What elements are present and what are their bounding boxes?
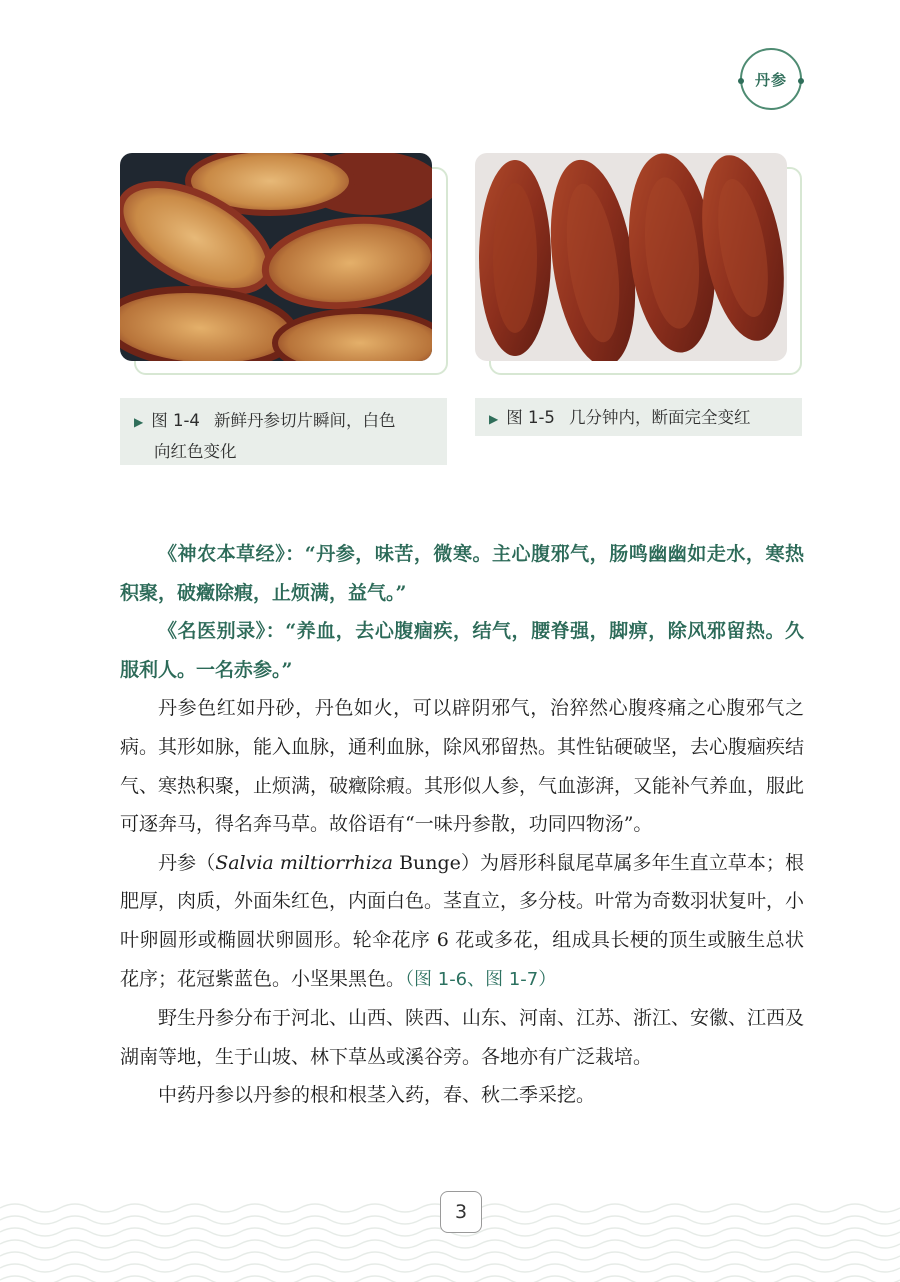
figure-label: 图 1-5 — [506, 408, 555, 427]
text-fragment: Bunge） — [392, 851, 481, 874]
body-text — [120, 535, 804, 1115]
section-badge-label: 丹参 — [754, 70, 787, 89]
text-fragment: 为唇形科鼠尾草属多年生直立草本；根肥厚，肉质，外面朱红色，内面白色。茎直立，多分枝。叶常为奇数羽状复叶，小叶卵圆形或椭圆状卵圆形。轮伞花序 6 花或多花，组成具长梗的顶生或腋生总状花序；花冠紫蓝色。小坚果黑色。 — [120, 851, 805, 990]
play-arrow-icon: ▶ — [134, 415, 144, 429]
figure-reference: （图 1-6、图 1-7） — [405, 968, 557, 990]
play-arrow-icon: ▶ — [489, 412, 499, 426]
quote-shennong: 《神农本草经》：“丹参，味苦，微寒。主心腹邪气，肠鸣幽幽如走水，寒热积聚，破癥除瘕，止烦满，益气。” — [120, 543, 804, 604]
latin-name: Salvia miltiorrhiza — [215, 851, 393, 874]
text-fragment: 丹参（ — [158, 851, 216, 874]
quote-mingyi: 《名医别录》：“养血，去心腹痼疾，结气，腰脊强，脚痹，除风邪留热。久服利人。一名赤参。” — [120, 620, 804, 681]
caption-text-line1: 新鲜丹参切片瞬间，白色 — [213, 411, 396, 430]
caption-text-line2: 向红色变化 — [154, 442, 237, 461]
page-number: 3 — [440, 1191, 482, 1233]
paragraph-distribution: 野生丹参分布于河北、山西、陕西、山东、河南、江苏、浙江、安徽、江西及湖南等地，生于山坡、林下草丛或溪谷旁。各地亦有广泛栽培。 — [120, 1007, 805, 1068]
badge-dot-left — [738, 78, 744, 84]
figure-1-5-photo — [475, 153, 787, 361]
figure-label: 图 1-4 — [151, 411, 200, 430]
paragraph-botany — [120, 844, 804, 999]
figure-1-4-photo — [120, 153, 432, 361]
caption-text-line1: 几分钟内，断面完全变红 — [568, 408, 751, 427]
badge-dot-right — [798, 78, 804, 84]
figure-1-5-caption — [475, 398, 802, 436]
figure-1-4-caption — [120, 398, 447, 465]
paragraph-color-form: 丹参色红如丹砂，丹色如火，可以辟阴邪气，治猝然心腹疼痛之心腹邪气之病。其形如脉，能入血脉，通利血脉，除风邪留热。其性钻硬破坚，去心腹痼疾结气、寒热积聚，止烦满，破癥除瘕。其形似人参，气血澎湃，又能补气养血，服此可逐奔马，得名奔马草。故俗语有“一味丹参散，功同四物汤”。 — [120, 697, 805, 836]
section-badge — [740, 48, 802, 110]
paragraph-harvest: 中药丹参以丹参的根和根茎入药，春、秋二季采挖。 — [158, 1084, 596, 1107]
